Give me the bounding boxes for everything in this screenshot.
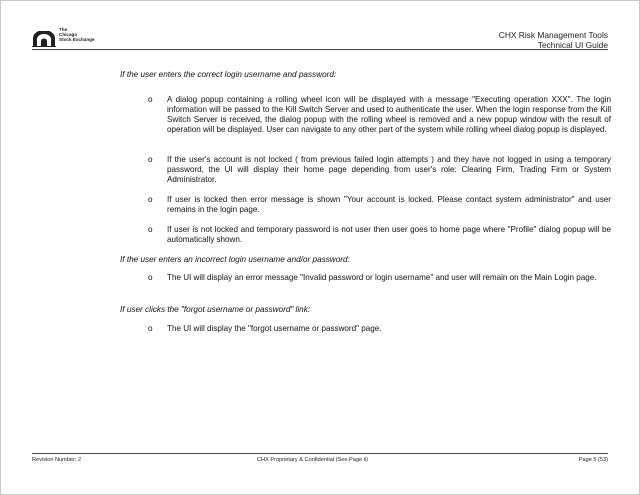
bullet-marker: o [148, 225, 153, 234]
footer-page-number: Page 5 (53) [578, 457, 608, 463]
footer-revision: Revision Number: 2 [32, 457, 82, 463]
section-heading-forgot-link: If user clicks the "forgot username or password" link: [120, 305, 311, 314]
bullet-text: A dialog popup containing a rolling wheel icon will be displayed with a message "Executing operation XXX". The login information will be passed to the Kill Switch Server and used to authenticate the user. When the login response from the Kill Switch Server is received, the dialog popup with the rolling wheel is removed and a new popup window with the result of operation will be displayed. User can navigate to any other part of the system while rolling wheel dialog popup is displayed. [167, 95, 611, 135]
section-heading-correct-login: If the user enters the correct login username and password: [120, 70, 337, 79]
chx-logo [32, 27, 122, 47]
bullet-marker: o [148, 273, 153, 282]
footer-divider [32, 453, 608, 454]
logo-line-stock-exchange: Stock Exchange [59, 37, 95, 42]
header-divider [32, 49, 608, 50]
header-subtitle: Technical UI Guide [537, 40, 608, 51]
bullet-text: If user is locked then error message is shown "Your account is locked. Please contact system administrator" and user remains in the login page. [167, 195, 611, 215]
bullet-marker: o [148, 195, 153, 204]
footer-confidential: CHX Proprietary & Confidential (See Page ii) [257, 457, 368, 463]
bullet-text: The UI will display the "forgot username or password" page. [167, 324, 382, 333]
header-title: CHX Risk Management Tools [498, 30, 608, 40]
logo-line-chicago: Chicago [59, 32, 78, 37]
header-title-block [499, 30, 608, 50]
section-heading-incorrect-login: If the user enters an incorrect login username and/or password: [120, 255, 350, 264]
bullet-text: If the user's account is not locked ( from previous failed login attempts ) and they have not logged in using a temporary password, the UI will display their home page depending from user's role: Clearing Firm, Trading Firm or System Administrator. [167, 155, 611, 185]
chx-logo-icon [32, 31, 56, 47]
bullet-text: If user is not locked and temporary password is not user then user goes to home page where "Profile" dialog popup will be automatically shown. [167, 225, 611, 245]
bullet-marker: o [148, 155, 153, 164]
bullet-marker: o [148, 324, 153, 333]
bullet-text: The UI will display an error message "Invalid password or login username" and user will remain on the Main Login page. [167, 273, 597, 282]
logo-line-the: The [59, 27, 68, 32]
bullet-marker: o [148, 95, 153, 104]
